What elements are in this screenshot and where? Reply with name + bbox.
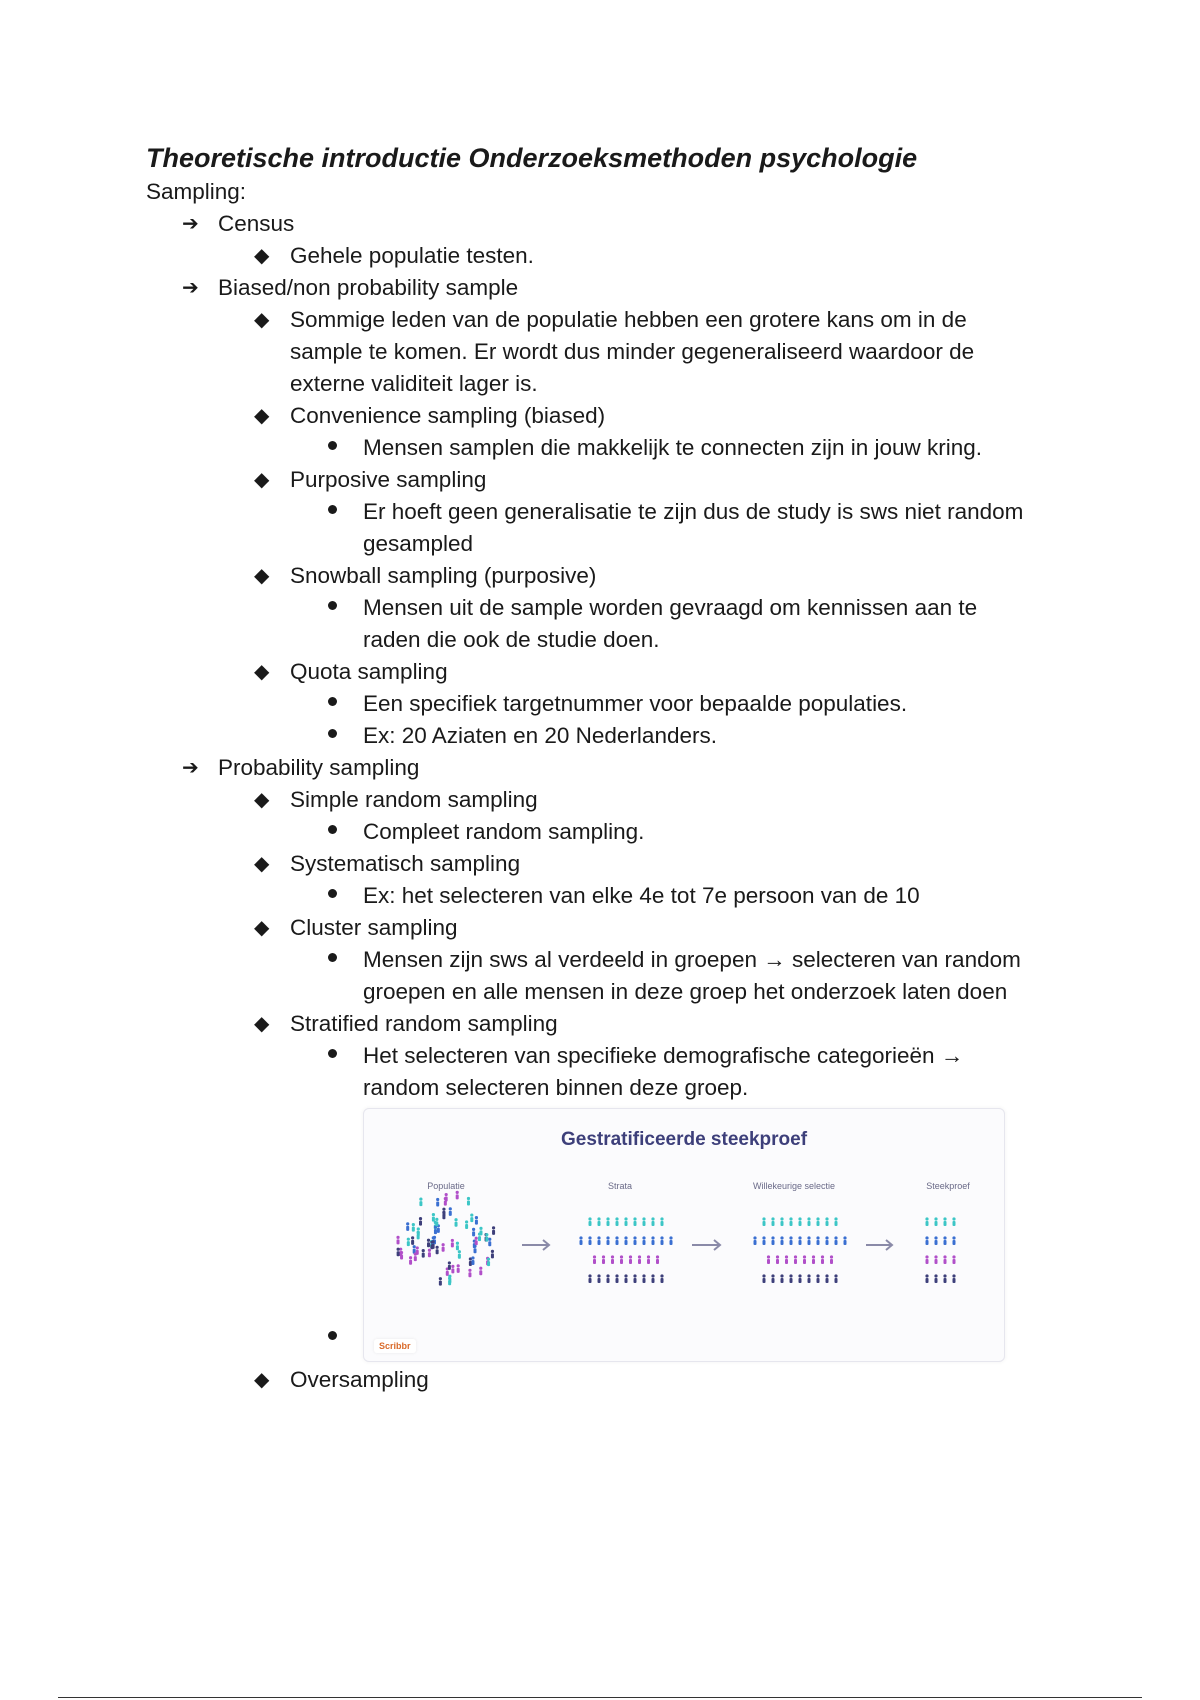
item-label: Oversampling xyxy=(290,1367,429,1392)
person-icon xyxy=(943,1236,946,1245)
item-text: Sommige leden van de populatie hebben een grotere kans om in de xyxy=(290,307,967,332)
person-icon xyxy=(475,1216,478,1225)
person-icon xyxy=(825,1217,828,1226)
list-item xyxy=(146,496,1086,528)
person-icon xyxy=(456,1242,459,1251)
person-icon xyxy=(771,1217,774,1226)
person-icon xyxy=(807,1274,810,1283)
person-icon xyxy=(588,1217,591,1226)
person-icon xyxy=(803,1255,806,1264)
person-icon xyxy=(952,1236,955,1245)
item-text: Mensen uit de sample worden gevraagd om kennissen aan te xyxy=(363,595,978,620)
person-icon xyxy=(830,1255,833,1264)
item-label: Simple random sampling xyxy=(290,787,538,812)
list-item-biased xyxy=(146,272,1086,304)
footer-divider xyxy=(58,1697,1142,1698)
scribbr-logo: Scribbr xyxy=(374,1339,416,1353)
person-icon xyxy=(771,1274,774,1283)
person-icon xyxy=(807,1217,810,1226)
person-icon xyxy=(651,1236,654,1245)
person-icon xyxy=(588,1274,591,1283)
list-item-continuation: externe validiteit lager is. xyxy=(290,371,538,396)
person-icon xyxy=(427,1239,430,1248)
item-label: Purposive sampling xyxy=(290,467,487,492)
list-item-continuation: sample te komen. Er wordt dus minder gegeneraliseerd waardoor de xyxy=(290,339,975,364)
diamond-bullet-icon: ◆ xyxy=(254,469,270,491)
diamond-bullet-icon: ◆ xyxy=(254,917,270,939)
list-item-continuation: groepen en alle mensen in deze groep het onderzoek laten doen xyxy=(363,979,1008,1004)
figure-label-sample: Steekproef xyxy=(926,1181,970,1191)
list-item xyxy=(146,656,1086,688)
item-label: Biased/non probability sample xyxy=(218,275,519,300)
list-item xyxy=(146,944,1086,976)
item-text: Een specifiek targetnummer voor bepaalde populaties. xyxy=(363,691,908,716)
person-icon xyxy=(780,1217,783,1226)
person-icon xyxy=(449,1207,452,1216)
person-icon xyxy=(485,1233,488,1242)
person-icon xyxy=(422,1249,425,1258)
person-icon xyxy=(419,1217,422,1226)
person-icon xyxy=(397,1248,400,1257)
person-icon xyxy=(417,1231,420,1240)
person-icon xyxy=(807,1236,810,1245)
person-icon xyxy=(412,1223,415,1232)
person-icon xyxy=(785,1255,788,1264)
person-icon xyxy=(413,1245,416,1254)
person-icon xyxy=(780,1236,783,1245)
item-text: Gehele populatie testen. xyxy=(290,243,534,268)
item-text: Ex: 20 Aziaten en 20 Nederlanders. xyxy=(363,723,717,748)
diamond-bullet-icon: ◆ xyxy=(254,309,270,331)
person-icon xyxy=(812,1255,815,1264)
person-icon xyxy=(669,1236,672,1245)
person-icon xyxy=(615,1274,618,1283)
person-icon xyxy=(934,1236,937,1245)
person-icon xyxy=(952,1217,955,1226)
person-icon xyxy=(633,1274,636,1283)
person-icon xyxy=(624,1236,627,1245)
person-icon xyxy=(597,1236,600,1245)
page-title: Theoretische introductie Onderzoeksmethoden psychologie xyxy=(146,143,918,173)
person-icon xyxy=(816,1236,819,1245)
person-icon xyxy=(491,1250,494,1259)
person-icon xyxy=(409,1256,412,1265)
person-icon xyxy=(660,1274,663,1283)
person-icon xyxy=(952,1255,955,1264)
person-icon xyxy=(624,1217,627,1226)
person-icon xyxy=(762,1236,765,1245)
person-icon xyxy=(925,1236,928,1245)
item-label: Stratified random sampling xyxy=(290,1011,558,1036)
person-icon xyxy=(642,1236,645,1245)
person-icon xyxy=(475,1237,478,1246)
person-icon xyxy=(615,1217,618,1226)
person-icon xyxy=(606,1236,609,1245)
arrow-bullet-icon: ➔ xyxy=(182,757,199,779)
person-icon xyxy=(442,1243,445,1252)
item-label: Convenience sampling (biased) xyxy=(290,403,606,428)
person-icon xyxy=(487,1258,490,1267)
person-icon xyxy=(780,1274,783,1283)
arrow-bullet-icon: ➔ xyxy=(182,213,199,235)
person-icon xyxy=(470,1213,473,1222)
person-icon xyxy=(467,1197,470,1206)
diamond-bullet-icon: ◆ xyxy=(254,565,270,587)
item-text: Het selecteren van specifieke demografische categorieën → xyxy=(363,1043,964,1068)
list-item-census xyxy=(146,208,1086,240)
person-icon xyxy=(442,1208,445,1217)
person-icon xyxy=(602,1255,605,1264)
dot-bullet-icon xyxy=(328,817,337,849)
person-icon xyxy=(606,1274,609,1283)
person-icon xyxy=(651,1274,654,1283)
person-icon xyxy=(952,1274,955,1283)
list-item xyxy=(146,240,1086,272)
item-text: Compleet random sampling. xyxy=(363,819,645,844)
person-icon xyxy=(762,1217,765,1226)
person-icon xyxy=(789,1217,792,1226)
person-icon xyxy=(411,1236,414,1245)
person-icon xyxy=(771,1236,774,1245)
person-icon xyxy=(414,1253,417,1262)
person-icon xyxy=(456,1191,459,1200)
person-icon xyxy=(834,1217,837,1226)
person-icon xyxy=(638,1255,641,1264)
person-icon xyxy=(458,1250,461,1259)
person-icon xyxy=(934,1217,937,1226)
list-item xyxy=(146,304,1086,336)
person-icon xyxy=(656,1255,659,1264)
person-icon xyxy=(593,1255,596,1264)
person-icon xyxy=(400,1251,403,1260)
person-icon xyxy=(448,1261,451,1270)
person-icon xyxy=(762,1274,765,1283)
person-icon xyxy=(479,1267,482,1276)
dot-bullet-icon xyxy=(328,497,337,529)
person-icon xyxy=(633,1236,636,1245)
list-item xyxy=(146,688,1086,720)
person-icon xyxy=(451,1239,454,1248)
section-heading: Sampling: xyxy=(146,179,247,204)
item-text: Mensen zijn sws al verdeeld in groepen → selecteren van random xyxy=(363,947,1021,972)
diamond-bullet-icon: ◆ xyxy=(254,245,270,267)
person-icon xyxy=(834,1274,837,1283)
dot-bullet-icon xyxy=(328,433,337,465)
person-icon xyxy=(798,1236,801,1245)
person-icon xyxy=(934,1274,937,1283)
figure-title: Gestratificeerde steekproef xyxy=(560,1129,808,1150)
person-icon xyxy=(611,1255,614,1264)
person-icon xyxy=(451,1265,454,1274)
person-icon xyxy=(789,1274,792,1283)
item-label: Census xyxy=(218,211,295,236)
dot-bullet-icon xyxy=(328,1041,337,1073)
person-icon xyxy=(776,1255,779,1264)
person-icon xyxy=(943,1274,946,1283)
list-item xyxy=(146,848,1086,880)
item-label: Quota sampling xyxy=(290,659,448,684)
person-icon xyxy=(943,1255,946,1264)
person-icon xyxy=(396,1236,399,1245)
person-icon xyxy=(439,1277,442,1286)
list-item xyxy=(146,880,1086,912)
figure-label-strata: Strata xyxy=(607,1181,632,1191)
list-item-continuation: random selecteren binnen deze groep. xyxy=(363,1075,749,1100)
list-item xyxy=(146,1008,1086,1040)
person-icon xyxy=(428,1249,431,1258)
list-item xyxy=(146,400,1086,432)
list-item xyxy=(146,1364,1086,1396)
diamond-bullet-icon: ◆ xyxy=(254,789,270,811)
person-icon xyxy=(816,1217,819,1226)
diamond-bullet-icon: ◆ xyxy=(254,405,270,427)
person-icon xyxy=(436,1198,439,1207)
person-icon xyxy=(629,1255,632,1264)
person-icon xyxy=(448,1277,451,1286)
list-item xyxy=(146,560,1086,592)
list-item xyxy=(146,464,1086,496)
person-icon xyxy=(597,1274,600,1283)
person-icon xyxy=(789,1236,792,1245)
person-icon xyxy=(419,1198,422,1207)
list-item xyxy=(146,720,1086,752)
list-item xyxy=(146,1040,1086,1072)
person-icon xyxy=(445,1193,448,1202)
person-icon xyxy=(934,1255,937,1264)
person-icon xyxy=(624,1274,627,1283)
dot-bullet-icon xyxy=(328,721,337,753)
person-icon xyxy=(473,1245,476,1254)
person-icon xyxy=(925,1274,928,1283)
person-icon xyxy=(651,1217,654,1226)
item-text: Ex: het selecteren van elke 4e tot 7e persoon van de 10 xyxy=(363,883,920,908)
person-icon xyxy=(794,1255,797,1264)
person-icon xyxy=(642,1217,645,1226)
dot-bullet-icon xyxy=(328,945,337,977)
diamond-bullet-icon: ◆ xyxy=(254,1013,270,1035)
diamond-bullet-icon: ◆ xyxy=(254,661,270,683)
person-icon xyxy=(798,1217,801,1226)
dot-bullet-icon xyxy=(328,593,337,625)
item-label: Snowball sampling (purposive) xyxy=(290,563,597,588)
list-item-continuation: raden die ook de studie doen. xyxy=(363,627,660,652)
dot-bullet-icon xyxy=(328,881,337,913)
person-icon xyxy=(767,1255,770,1264)
person-icon xyxy=(843,1236,846,1245)
item-text: Er hoeft geen generalisatie te zijn dus de study is sws niet random xyxy=(363,499,1024,524)
person-icon xyxy=(407,1238,410,1247)
list-item xyxy=(146,816,1086,848)
person-icon xyxy=(615,1236,618,1245)
figure-graphic xyxy=(364,1109,1004,1361)
figure-label-random-selection: Willekeurige selectie xyxy=(752,1181,836,1191)
list-item xyxy=(146,592,1086,624)
person-icon xyxy=(465,1220,468,1229)
person-icon xyxy=(834,1236,837,1245)
person-icon xyxy=(620,1255,623,1264)
person-icon xyxy=(432,1213,435,1222)
person-icon xyxy=(925,1217,928,1226)
person-icon xyxy=(436,1246,439,1255)
person-icon xyxy=(816,1274,819,1283)
person-icon xyxy=(406,1222,409,1231)
list-item-probability xyxy=(146,752,1086,784)
person-icon xyxy=(825,1274,828,1283)
person-icon xyxy=(642,1274,645,1283)
person-icon xyxy=(943,1217,946,1226)
person-icon xyxy=(660,1236,663,1245)
person-icon xyxy=(435,1218,438,1227)
person-icon xyxy=(597,1217,600,1226)
diamond-bullet-icon: ◆ xyxy=(254,853,270,875)
person-icon xyxy=(468,1269,471,1278)
stratified-sample-figure xyxy=(363,1108,1005,1362)
item-label: Cluster sampling xyxy=(290,915,458,940)
person-icon xyxy=(633,1217,636,1226)
person-icon xyxy=(479,1227,482,1236)
list-item xyxy=(146,912,1086,944)
person-icon xyxy=(492,1226,495,1235)
person-icon xyxy=(660,1217,663,1226)
diamond-bullet-icon: ◆ xyxy=(254,1369,270,1391)
person-icon xyxy=(471,1256,474,1265)
dot-bullet-icon xyxy=(328,1330,337,1348)
figure-list-item xyxy=(146,1108,1086,1364)
person-icon xyxy=(925,1255,928,1264)
person-icon xyxy=(434,1225,437,1234)
person-icon xyxy=(579,1236,582,1245)
person-icon xyxy=(457,1264,460,1273)
person-icon xyxy=(821,1255,824,1264)
person-icon xyxy=(472,1228,475,1237)
item-text: Mensen samplen die makkelijk te connecten zijn in jouw kring. xyxy=(363,435,983,460)
person-icon xyxy=(825,1236,828,1245)
item-label: Probability sampling xyxy=(218,755,420,780)
arrow-bullet-icon: ➔ xyxy=(182,277,199,299)
person-icon xyxy=(753,1236,756,1245)
list-item xyxy=(146,784,1086,816)
person-icon xyxy=(606,1217,609,1226)
person-icon xyxy=(432,1240,435,1249)
person-icon xyxy=(488,1238,491,1247)
person-icon xyxy=(798,1274,801,1283)
person-icon xyxy=(647,1255,650,1264)
document-page xyxy=(146,140,1086,1396)
list-item xyxy=(146,432,1086,464)
person-icon xyxy=(588,1236,591,1245)
figure-label-population: Populatie xyxy=(427,1181,465,1191)
list-item-continuation: gesampled xyxy=(363,531,474,556)
person-icon xyxy=(454,1218,457,1227)
item-label: Systematisch sampling xyxy=(290,851,521,876)
dot-bullet-icon xyxy=(328,689,337,721)
